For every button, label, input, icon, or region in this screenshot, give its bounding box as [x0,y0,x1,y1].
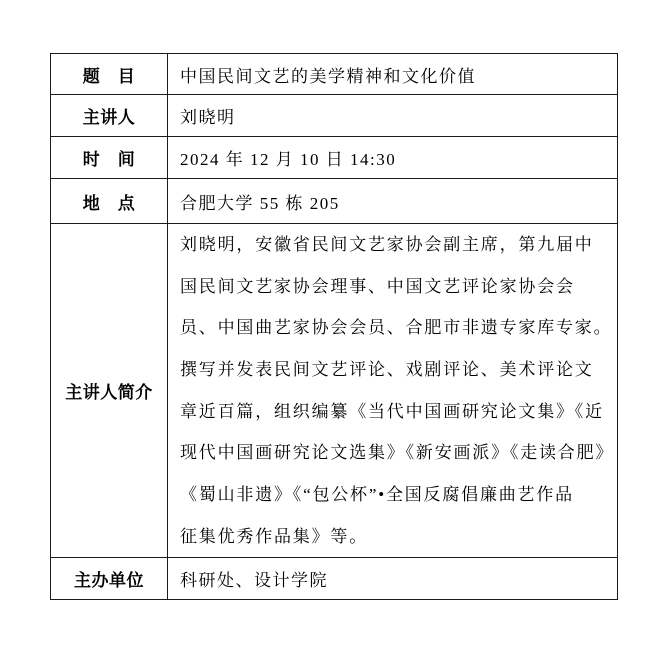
row-location-value: 合肥大学 55 栋 205 [180,193,340,213]
bio-line: 刘晓明，安徽省民间文艺家协会副主席，第九届中 [180,235,594,254]
bio-line: 《蜀山非遗》《“包公杯”•全国反腐倡廉曲艺作品 [180,485,574,505]
bio-line: 章近百篇，组织编纂《当代中国画研究论文集》《近 [180,401,604,421]
bio-line: 征集优秀作品集》等。 [180,526,368,546]
row-time [51,137,617,179]
bio-line: 员、中国曲艺家协会会员、合肥市非遗专家库专家。 [180,318,613,338]
row-title-label: 题 目 [51,54,168,94]
row-location-label: 地 点 [51,179,168,223]
row-speaker [51,95,617,137]
bio-line: 国民间文艺家协会理事、中国文艺评论家协会会 [180,276,575,296]
row-organizer-value: 科研处、设计学院 [180,571,328,590]
row-speaker-bio-value [168,224,620,557]
row-time-value: 2024 年 12 月 10 日 14:30 [180,150,397,169]
row-organizer-label: 主办单位 [51,558,168,599]
lecture-info-table [50,53,618,600]
row-speaker-label: 主讲人 [51,95,168,136]
row-time-label: 时 间 [51,137,168,178]
row-speaker-bio-label: 主讲人简介 [51,224,168,557]
row-organizer [51,558,617,599]
bio-line: 撰写并发表民间文艺评论、戏剧评论、美术评论文 [180,360,594,380]
row-location [51,179,617,224]
row-title-value: 中国民间文艺的美学精神和文化价值 [180,66,476,86]
row-speaker-bio [51,224,617,558]
row-title [51,54,617,95]
row-speaker-value: 刘晓明 [180,108,236,127]
bio-line: 现代中国画研究论文选集》《新安画派》《走读合肥》 [180,443,615,463]
